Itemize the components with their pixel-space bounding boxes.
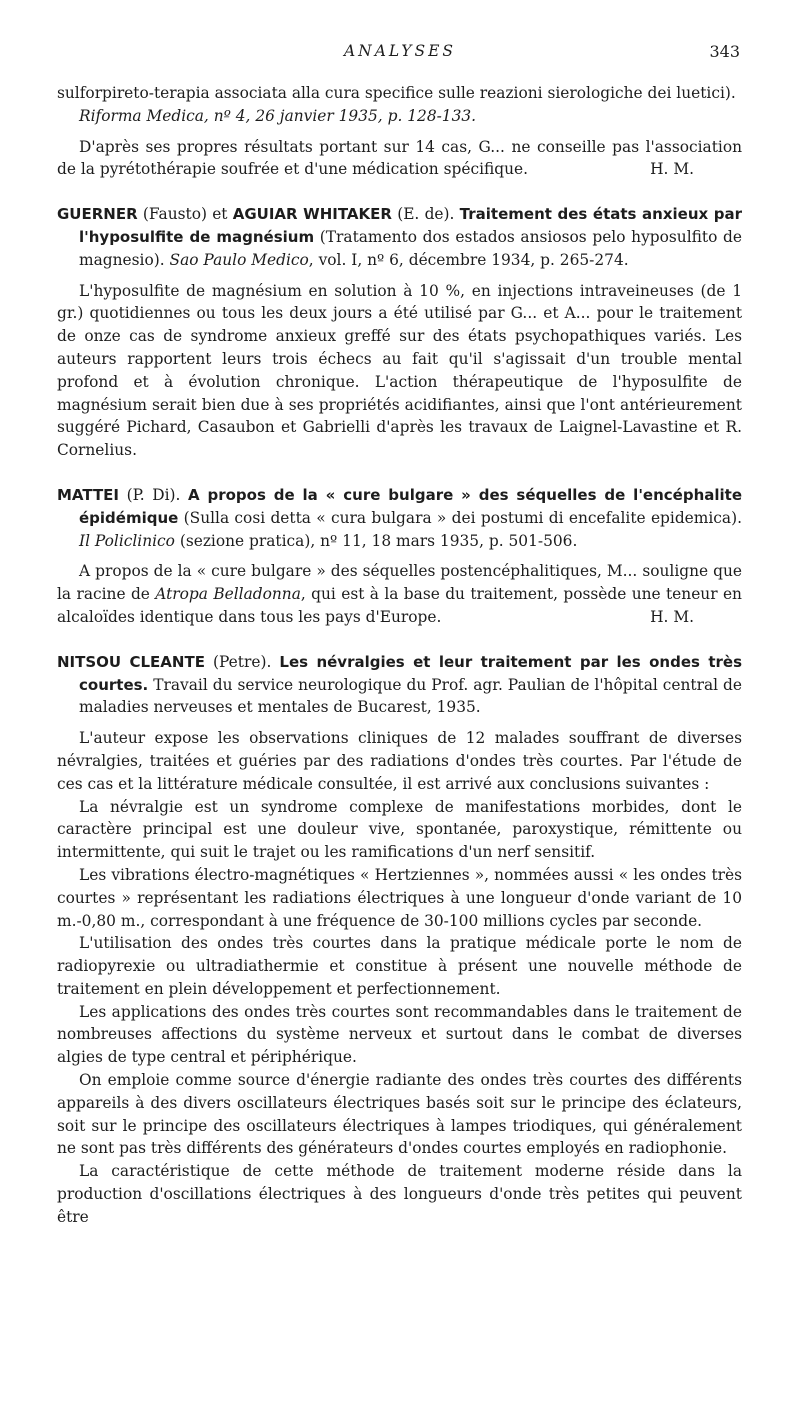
article-title: Les névralgies et leur traitement par les ondes très courtes. <box>79 652 743 694</box>
article-paragraph: La caractéristique de cette méthode de traitement moderne réside dans la production d'oscillations électriques à des longueurs d'onde très petites qui peuvent être <box>57 1162 742 1226</box>
prev-article-title-tail <box>57 82 742 105</box>
article-paragraph: L'utilisation des ondes très courtes dans la pratique médicale porte le nom de radiopyrexie ou ultradiathermie et constitue à présent une nouvelle méthode de traitement en plein développement et perfectionnement. <box>57 934 742 998</box>
article-heading <box>57 651 742 719</box>
author-name: NITSOU CLEANTE <box>57 652 205 671</box>
article-paragraph: Les vibrations électro-magnétiques « Hertziennes », nommées aussi « les ondes très courtes » représentant les radiations électriques à une longueur d'onde variant de 10 m.-0,80 m., correspondant à une fréquence de 30-100 millions cycles par seconde. <box>57 865 742 930</box>
journal-name: Sao Paulo Medico <box>169 250 309 269</box>
summary-text: A propos de la « cure bulgare » des séquelles postencéphalitiques, M... souligne que la racine de <box>57 562 742 604</box>
article-summary <box>57 560 742 628</box>
page-header <box>0 40 800 70</box>
signature: H. M. <box>650 160 694 179</box>
author-name: MATTEI <box>57 485 120 504</box>
article-heading <box>57 203 742 271</box>
original-title: (Sulla cosi detta « cura bulgara » dei postumi di encefalite epidemica). <box>178 508 742 527</box>
author-given: (Fausto) et <box>137 205 233 224</box>
running-head: ANALYSES <box>343 42 457 60</box>
prev-summary-text: D'après ses propres résultats portant sur 14 cas, G... ne conseille pas l'association de la pyrétothérapie soufrée et d'une médication spécifique. <box>57 137 742 179</box>
source: Travail du service neurologique du Prof. agr. Paulian de l'hôpital central de maladies nerveuses et mentales de Bucarest, 1935. <box>79 675 742 717</box>
species-name: Atropa Belladonna <box>155 585 301 604</box>
citation: (sezione pratica), nº 11, 18 mars 1935, p. 501-506. <box>174 531 578 550</box>
author-given: (E. de). <box>391 205 460 224</box>
article-summary: L'hyposulfite de magnésium en solution à 10 %, en injections intraveineuses (de 1 gr.) quotidiennes ou tous les deux jours a été utilisé par G... et A... pour le traitement de onze cas de syndrome anxieux greffé sur des états psychopathiques variés. Les auteurs rapportent leurs trois échecs au fait qu'il s'agissait d'un trouble mental profond et à évolution chronique. L'action thérapeutique de l'hyposulfite de magnésium serait bien due à ses propriétés acidifiantes, ainsi que l'ont antérieurement suggéré Pichard, Casaubon et Gabrielli d'après les travaux de Laignel-Lavastine et R. Cornelius. <box>57 281 742 460</box>
summary-text: , qui est à la base du traitement, possède une teneur en alcaloïdes identique dans tous les pays d'Europe. <box>57 585 742 626</box>
page-number: 343 <box>709 42 740 61</box>
author-name: GUERNER <box>57 205 138 224</box>
prev-article-summary <box>57 136 742 182</box>
article-paragraph: On emploie comme source d'énergie radiante des ondes très courtes des différents appareils à des divers oscillateurs électriques basés soit sur le principe des éclateurs, soit sur le principe des oscillateurs électriques à lampes triodiques, qui généralement ne sont pas très différents des générateurs d'ondes courtes employés en radiophonie. <box>57 1071 742 1158</box>
author-name: AGUIAR WHITAKER <box>232 205 392 224</box>
author-given: (Petre). <box>204 652 280 671</box>
author-given: (P. Di). <box>119 485 188 504</box>
article-title: Traitement des états anxieux par l'hyposulfite de magnésium <box>79 205 743 246</box>
original-title: (Tratamento dos estados ansiosos pelo hyposulfito de magnesio). <box>79 227 742 269</box>
journal-name: Il Policlinico <box>79 531 175 550</box>
article-heading <box>57 484 742 552</box>
signature: H. M. <box>650 607 694 626</box>
citation: , vol. I, nº 6, décembre 1934, p. 265-274. <box>308 250 629 269</box>
article-paragraph: L'auteur expose les observations cliniques de 12 malades souffrant de diverses névralgies, traitées et guéries par des radiations d'ondes très courtes. Par l'étude de ces cas et la littérature médicale consultée, il est arrivé aux conclusions suivantes : <box>57 729 742 793</box>
prev-article-citation: Riforma Medica, nº 4, 26 janvier 1935, p. 128-133. <box>79 106 477 125</box>
article-paragraph: Les applications des ondes très courtes sont recommandables dans le traitement de nombreuses affections du système nerveux et surtout dans le combat de diverses algies de type central et périphérique. <box>57 1002 742 1067</box>
page-content <box>57 82 742 1229</box>
article-paragraph: La névralgie est un syndrome complexe de manifestations morbides, dont le caractère principal est une douleur vive, spontanée, paroxystique, rémittente ou intermittente, qui suit le trajet ou les ramifications d'un nerf sensitif. <box>57 797 742 862</box>
article-title: A propos de la « cure bulgare » des séquelles de l'encéphalite épidémique <box>79 485 742 527</box>
prev-title-line: sulforpireto-terapia associata alla cura specifice sulle reazioni sierologiche dei luetici). <box>57 84 736 102</box>
